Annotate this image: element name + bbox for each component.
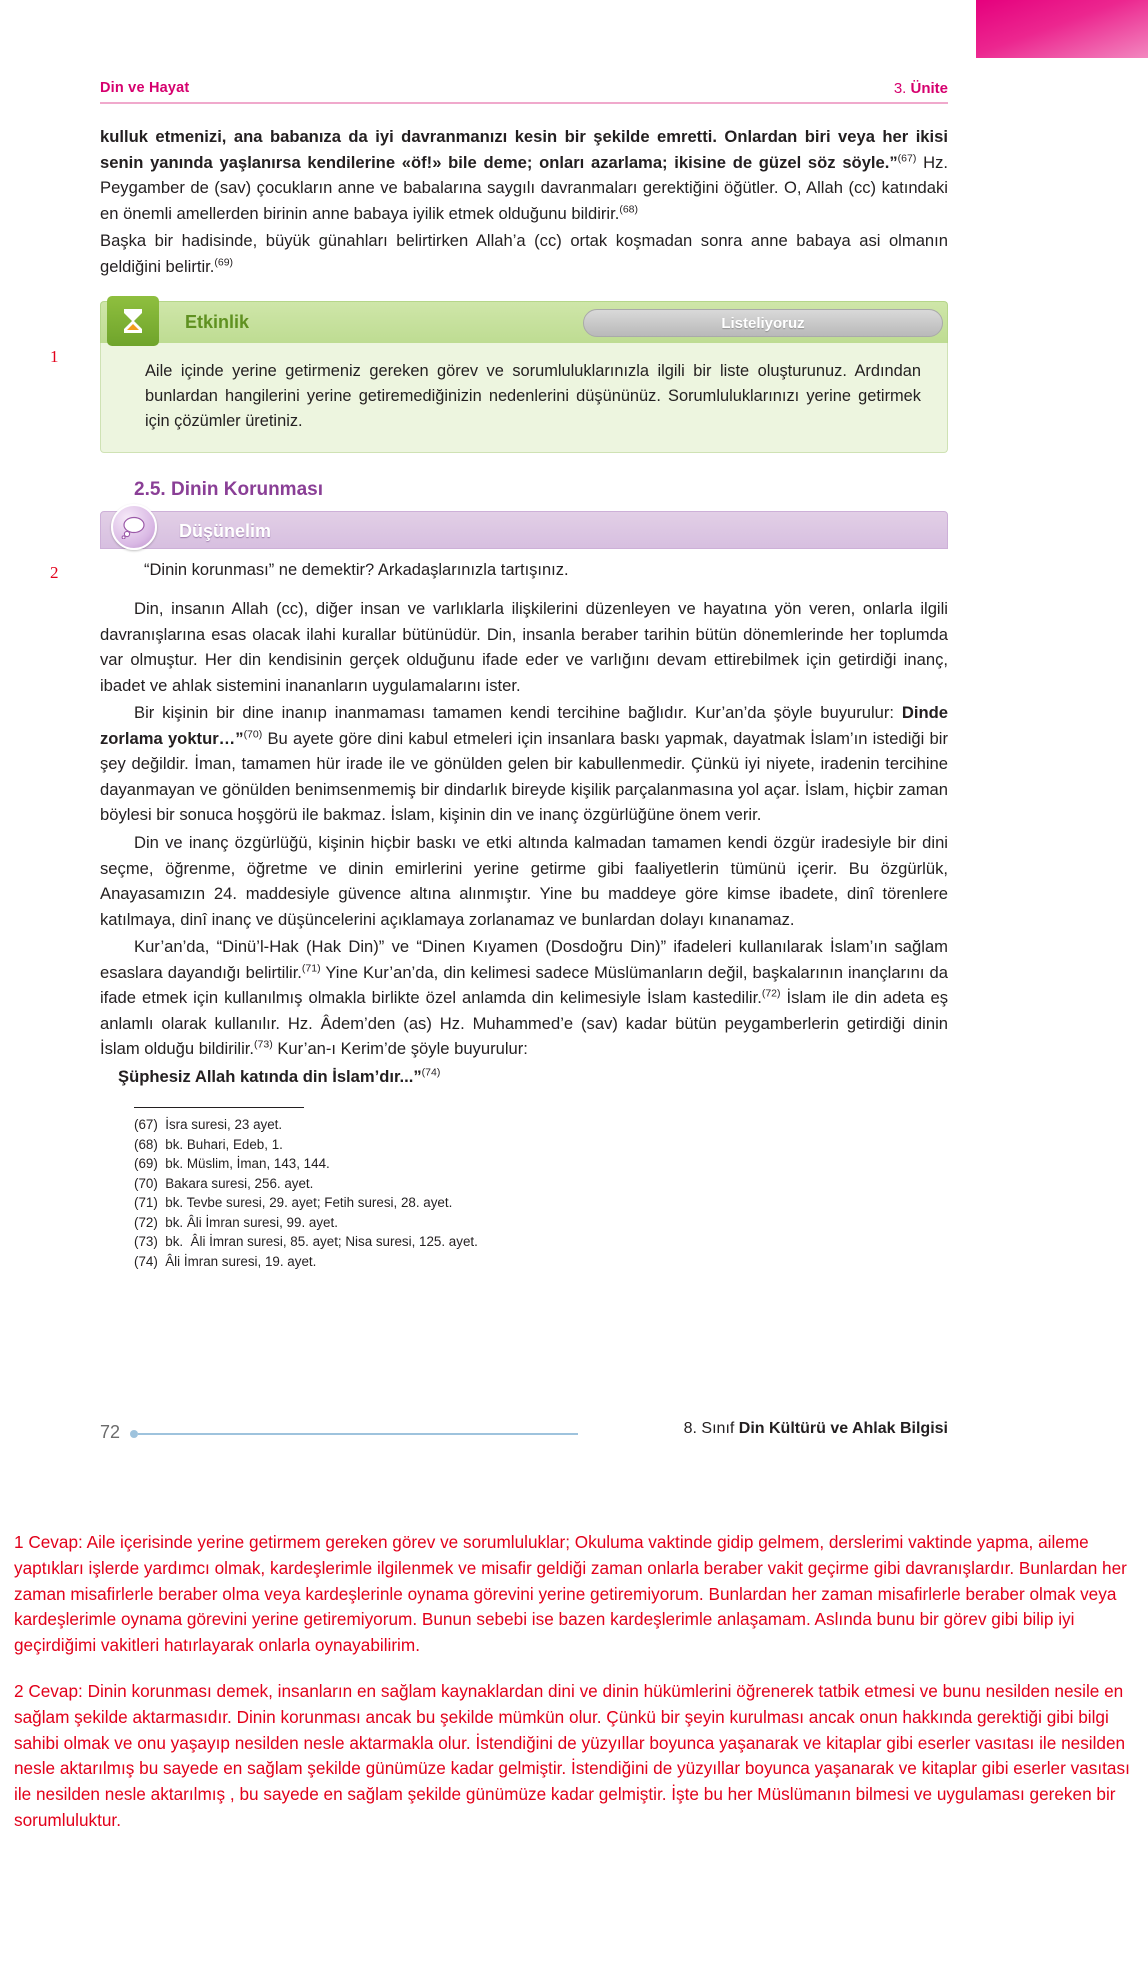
header-rule — [100, 102, 948, 104]
answers-block — [14, 1530, 1134, 1854]
intro-rest: Hz. Peygamber de (sav) çocukların anne ve babalarına saygılı davranmaları gerektiğini öğütler. O, Allah (cc) katındaki en önemli amellerden birinin anne babaya iyilik etmek olduğunu bildirir. — [100, 152, 948, 223]
main-body — [100, 596, 948, 1089]
footnote-ref-71: (71) — [301, 962, 321, 975]
main-p4-a: Kur’an’da, “Dinü’l-Hak (Hak Din)” ve “Dinen Kıyamen (Dosdoğru Din)” ifadeleri kullanılarak İslam’ın sağlam esaslara dayandığı belirtilir. — [100, 937, 948, 982]
main-paragraph-1: Din, insanın Allah (cc), diğer insan ve varlıklarla ilişkilerini düzenleyen ve hayatına yön veren, onlarla ilgili davranışlarına esas olacak ilahi kurallar bütünüdür. Din, insanla beraber tarihin bütün dönemlerinde her toplumda var olmuştur. Her din kendisinin gerçek olduğunu ifade eder ve varlığını devam ettirebilmek için getirdiği inanç, ibadet ve ahlak sistemini inananların uygulamalarını ister. — [100, 599, 948, 695]
activity-title: Etkinlik — [185, 312, 250, 333]
footnote-item: (72) bk. Âli İmran suresi, 99. ayet. — [134, 1214, 338, 1230]
footnote-item: (67) İsra suresi, 23 ayet. — [134, 1117, 283, 1133]
footer-rule — [138, 1433, 578, 1435]
intro-paragraph-2 — [100, 228, 948, 279]
main-paragraph-4 — [100, 934, 948, 1062]
answer-marker-2: 2 — [50, 563, 59, 583]
answer-1: 1 Cevap: Aile içerisinde yerine getirmem gereken görev ve sorumluluklar; Okuluma vaktinde gidip gelmem, derslerimi vaktinde yapma, ailemе yaptıkları işlerde yardımcı olmak, kardeşlerimle ilgilenmek ve misafir geldiği zaman onlarla beraber vakit geçirme gibi davranışlardır. Bunlardan her zaman misafirlerle beraber olma veya kardeşlerinle oynama görevini yerine getiremiyorum. Bunlardan her zaman misafirlerle beraber olmak veya kardeşlerimle oynama görevini yerine getiremiyorum. Bunun sebebi ise bazen kardeşlerimle anlaşamam. Aslında bunu bir görev gibi bilip iyi geçirdiğimi vakitleri hatırlayarak onlarla oynayabilirim. — [14, 1532, 1127, 1656]
footnote-item: (70) Bakara suresi, 256. ayet. — [134, 1175, 314, 1191]
activity-method-pill: Listeliyoruz — [583, 309, 943, 337]
footnote-ref-74: (74) — [421, 1066, 441, 1079]
main-p4-d: Kur’an-ı Kerim’de şöyle buyurulur: — [272, 1039, 528, 1059]
running-head-left: Din ve Hayat — [100, 80, 190, 96]
closing-quote: Şüphesiz Allah katında din İslam’dır...” — [118, 1066, 422, 1086]
activity-header — [100, 301, 948, 343]
think-body — [100, 549, 948, 582]
section-title: Dinin Korunması — [170, 479, 323, 501]
main-p2-b: Bu ayete göre dini kabul etmeleri için insanlara baskı yapmak, dayatmak İslam’ın istediği bir şey değildir. İman, tamamen hür irade ile ve gönülden gelen bir kabullenmedir. Çünkü iyi niyete, iradenin tercihine dayanmayan ve gönülden benimsenmemiş bir dindarlık bireyde kişilik parçalanmasına yol açar. İslam, hiçbir zaman böylesi bir sonuca hoşgörü ile bakmaz. İslam, kişinin din ve inanç özgürlüğüne önem verir. — [100, 728, 948, 825]
footnote-ref-68: (68) — [619, 203, 639, 216]
main-p2-quote: Dinde zorlama yoktur…” — [100, 703, 948, 748]
main-paragraph-3: Din ve inanç özgürlüğü, kişinin hiçbir baskı ve etki altında kalmadan tamamen kendi özgür iradesiyle bir dini seçme, öğrenme, öğretme ve dinin emirlerini yerine getirme gibi faaliyetlerin tümünü içerir. Bu özgürlük, Anayasamızın 24. maddesiyle güvence altına alınmıştır. Yine bu maddeye göre kimse ibadete, dinî törenlere katılmaya, dinî inanç ve düşüncelerini açıklamaya zorlanamaz ve bunlardan dolayı kınanamaz. — [100, 833, 948, 929]
page-number: 72 — [100, 1422, 121, 1442]
footnote-item: (69) bk. Müslim, İman, 143, 144. — [134, 1156, 330, 1172]
intro-block — [100, 124, 948, 279]
answer-2: 2 Cevap: Dinin korunması demek, insanların en sağlam kaynaklardan dini ve dinin hükümlerini öğrenerek tatbik etmesi ve bunu nesilden nesile en sağlam şekilde aktarmasıdır. Dinin korunması ancak bu şekilde mümkün olur. Çünkü bir şeyin kurulması ancak onun hakkında gerektiği gibi bilgi sahibi olmak ve onu yaşayıp nesilden nesle aktarmakla olur. İstendiğini de yüzyıllar boyunca yaşanarak ve kitaplar gibi eserler vasıtası ile nesilden nesle aktarılmış bu sayede en sağlam şekilde günümüze kadar gelmiştir. İstendiğini de yüzyıllar boyunca yaşanarak ve kitaplar gibi eserler vasıtası ile nesilden nesle aktarılmış , bu sayede en sağlam şekilde günümüze kadar gelmiştir. İşte bu her Müslümanın bilmesi ve uygulaması gereken bir sorumluluktur. — [14, 1680, 1130, 1830]
footnote-item: (74) Âli İmran suresi, 19. ayet. — [134, 1253, 317, 1269]
quran-quote: kulluk etmenizi, ana babanıza da iyi davranmanızı kesin bir şekilde emretti. Onlardan biri veya her ikisi senin yanında yaşlanırsa kendilerine «öf!» bile deme; onları azarlama; ikisine de güzel söz söyle.” — [100, 127, 948, 172]
unit-word: Ünite — [910, 80, 948, 97]
intro-paragraph — [100, 124, 948, 226]
main-paragraph-5 — [100, 1064, 948, 1090]
footer-subject: Din Kültürü ve Ahlak Bilgisi — [738, 1420, 948, 1437]
footer-book-title — [684, 1420, 948, 1438]
footnote-ref-73: (73) — [254, 1038, 273, 1051]
main-p2-a: Bir kişinin bir dine inanıp inanmaması tamamen kendi tercihine bağlıdır. Kur’an’da şöyle buyurulur: — [134, 703, 902, 723]
activity-text: Aile içinde yerine getirmeniz gereken görev ve sorumluluklarınızla ilgili bir liste oluşturunuz. Ardından bunlardan hangilerini yerine getiremediğinizin nedenlerini düşününüz. Sorumluluklarınızı yerine getirmek için çözümler üretiniz. — [145, 362, 921, 431]
footnote-ref-67: (67) — [897, 152, 917, 165]
activity-body — [100, 343, 948, 453]
footnote-rule — [134, 1107, 304, 1108]
footnote-item: (68) bk. Buhari, Edeb, 1. — [134, 1136, 283, 1152]
page-content — [50, 80, 949, 1271]
section-heading — [134, 479, 948, 501]
footer-grade: 8. Sınıf — [683, 1420, 739, 1437]
footnote-ref-69: (69) — [214, 256, 234, 269]
footnote-ref-70: (70) — [243, 728, 263, 741]
main-paragraph-2 — [100, 700, 948, 828]
page-footer — [100, 1422, 948, 1448]
thought-bubble-icon — [111, 504, 157, 550]
footnote-ref-72: (72) — [761, 987, 781, 1000]
unit-number: 3. — [893, 80, 911, 97]
section-number: 2.5. — [134, 479, 166, 501]
running-head — [100, 80, 948, 110]
main-p4-b: Yine Kur’an’da, din kelimesi sadece Müslümanların değil, başkalarının inançlarını da ifade etmek için kullanılmış olmakla birlikte özel anlamda din kelimesiyle İslam kastedilir. — [100, 962, 949, 1008]
answer-marker-1: 1 — [50, 347, 59, 367]
think-text: “Dinin korunması” ne demektir? Arkadaşlarınızla tartışınız. — [144, 561, 569, 580]
think-header — [100, 511, 948, 549]
footnote-item: (73) bk. Âli İmran suresi, 85. ayet; Nisa suresi, 125. ayet. — [134, 1234, 478, 1250]
footnote-list — [134, 1107, 948, 1271]
running-head-right — [894, 80, 948, 97]
footnote-item: (71) bk. Tevbe suresi, 29. ayet; Fetih suresi, 28. ayet. — [134, 1195, 453, 1211]
think-title: Düşünelim — [179, 521, 272, 542]
main-p4-c: İslam ile din adeta eş anlamlı olarak kullanılır. Hz. Âdem’den (as) Hz. Muhammed’e (sav) kadar bütün peygamberlerin getirdiği dinin İslam olduğu bildirilir. — [100, 988, 948, 1059]
activity-box — [50, 301, 948, 453]
hourglass-icon — [107, 296, 159, 346]
intro-p2-text: Başka bir hadisinde, büyük günahları belirtirken Allah’a (cc) ortak koşmadan sonra anne babaya asi olmanın geldiğini belirtir. — [100, 231, 948, 276]
think-box — [50, 511, 948, 583]
